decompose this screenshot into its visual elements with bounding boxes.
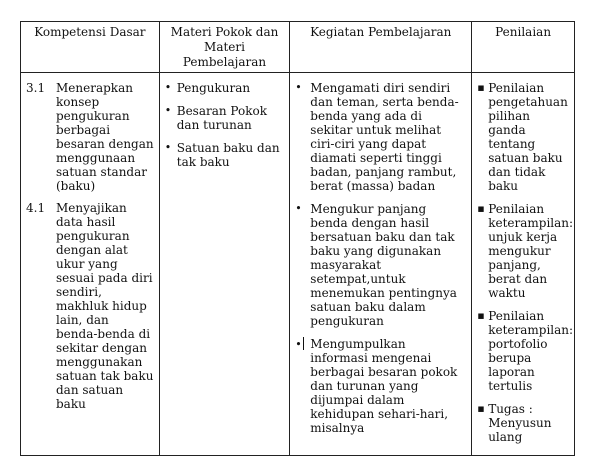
materi-text: Satuan baku dan tak baku bbox=[176, 141, 280, 169]
bullet-icon: • bbox=[295, 202, 302, 215]
kd-item bbox=[26, 201, 154, 411]
header-kompetensi-dasar: Kompetensi Dasar bbox=[21, 22, 160, 73]
list-item bbox=[165, 81, 285, 95]
header-penilaian: Penilaian bbox=[472, 22, 575, 73]
penilaian-list bbox=[477, 81, 574, 444]
kd-text: Menyajikan data hasil pengukuran dengan alat ukur yang sesuai pada diri sendiri, makhluk hidup lain, dan benda-benda di sekitar dengan menggunakan satuan tak baku dan satuan baku bbox=[56, 201, 154, 411]
bullet-icon: ▪ bbox=[477, 309, 485, 322]
bullet-icon: ▪ bbox=[477, 402, 485, 415]
cell-materi-pokok bbox=[159, 73, 290, 456]
list-item bbox=[477, 202, 574, 300]
bullet-icon bbox=[295, 337, 310, 435]
kd-text: Menerapkan konsep pengukuran berbagai besaran dengan menggunaan satuan standar (baku) bbox=[56, 81, 154, 193]
list-item bbox=[477, 81, 569, 193]
materi-list bbox=[165, 81, 285, 169]
materi-text: Besaran Pokok dan turunan bbox=[176, 104, 267, 132]
materi-text: Pengukuran bbox=[176, 81, 251, 95]
bullet-icon: • bbox=[164, 104, 172, 117]
kd-number: 3.1 bbox=[26, 81, 46, 95]
bullet-icon: • bbox=[164, 81, 172, 94]
cell-penilaian bbox=[472, 73, 575, 456]
bullet-icon: ▪ bbox=[477, 202, 485, 215]
penilaian-text: Penilaian keterampilan: portofolio berupa laporan tertulis bbox=[488, 309, 574, 393]
kegiatan-list bbox=[295, 81, 466, 435]
bullet-icon: • bbox=[295, 81, 302, 94]
text-cursor bbox=[303, 337, 304, 350]
cell-kegiatan bbox=[290, 73, 472, 456]
header-kegiatan: Kegiatan Pembelajaran bbox=[290, 22, 472, 73]
list-item bbox=[477, 402, 569, 444]
kegiatan-text: Mengumpulkan informasi mengenai berbagai besaran pokok dan turunan yang dijumpai dalam kehidupan sehari-hari, misalnya bbox=[310, 337, 458, 435]
list-item bbox=[295, 202, 466, 328]
kd-item bbox=[26, 81, 154, 193]
kegiatan-text: Mengamati diri sendiri dan teman, serta benda-benda yang ada di sekitar untuk melihat ciri-ciri yang dapat diamati seperti tinggi badan, panjang rambut, berat (massa) badan bbox=[310, 81, 459, 193]
penilaian-text: Tugas : Menyusun ulang bbox=[488, 402, 552, 444]
list-item bbox=[295, 81, 466, 193]
penilaian-text: Penilaian pengetahuan pilihan ganda tentang satuan baku dan tidak baku bbox=[488, 81, 568, 193]
cell-kompetensi-dasar bbox=[21, 73, 160, 456]
kegiatan-text: Mengukur panjang benda dengan hasil bersatuan baku dan tak baku yang digunakan masyarakat setempat,untuk menemukan pentingnya satuan baku dalam pengukuran bbox=[310, 202, 457, 328]
penilaian-text: Penilaian keterampilan: unjuk kerja mengukur panjang, berat dan waktu bbox=[488, 202, 574, 300]
list-item bbox=[477, 309, 574, 393]
list-item bbox=[165, 104, 285, 132]
syllabus-table bbox=[20, 21, 575, 456]
header-row bbox=[21, 22, 575, 73]
kd-number: 4.1 bbox=[26, 201, 46, 215]
list-item bbox=[295, 337, 466, 435]
list-item bbox=[165, 141, 285, 169]
bullet-glyph: • bbox=[295, 338, 302, 351]
content-row bbox=[21, 73, 575, 456]
bullet-icon: • bbox=[164, 141, 172, 154]
bullet-icon: ▪ bbox=[477, 81, 485, 94]
header-materi-pokok: Materi Pokok dan Materi Pembelajaran bbox=[159, 22, 290, 73]
